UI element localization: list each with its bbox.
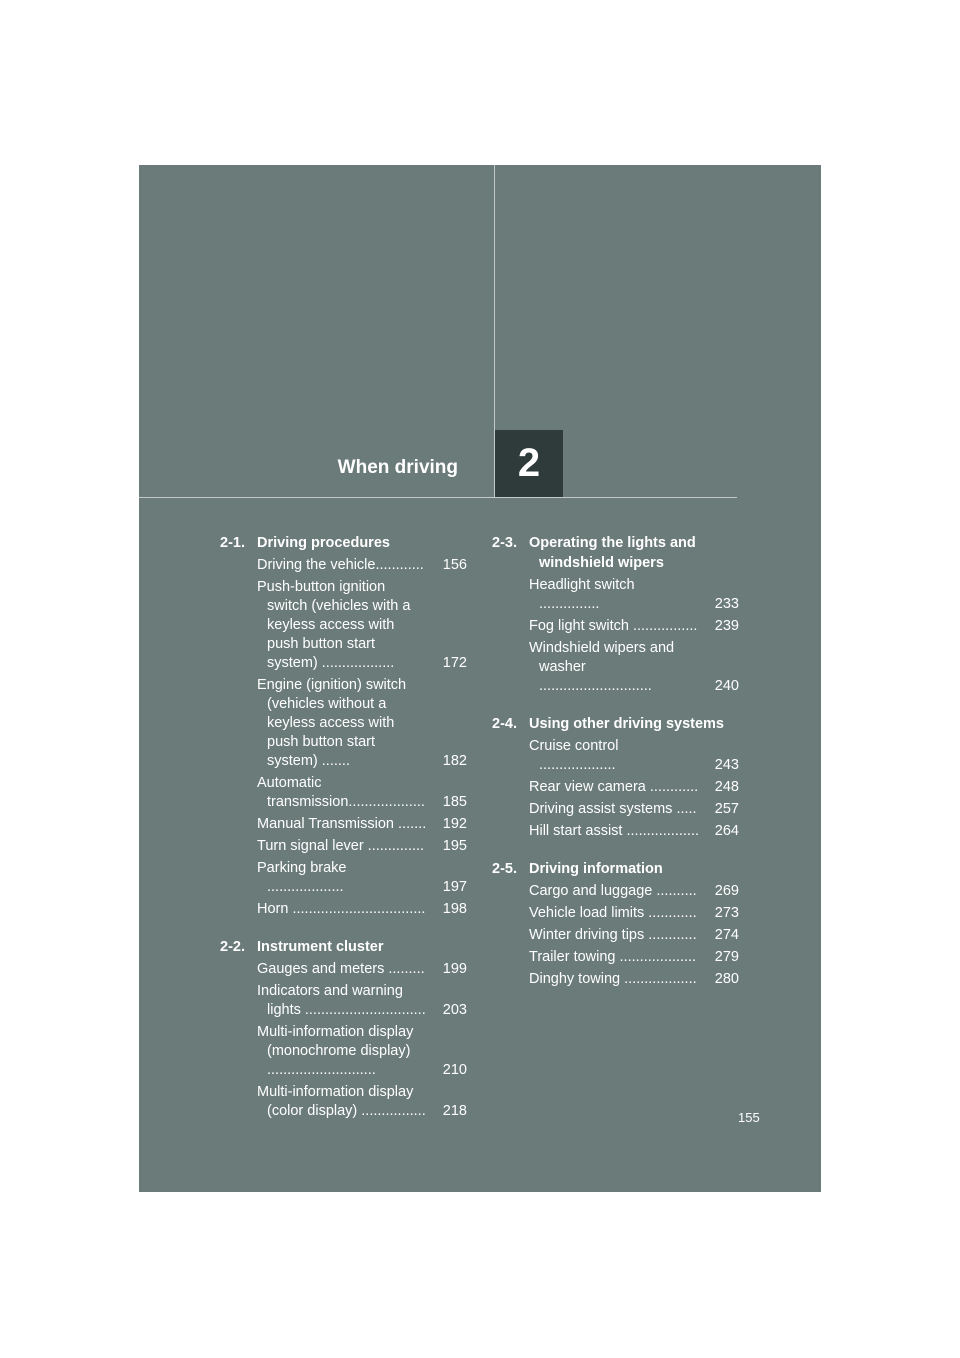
toc-entry-page: 233: [714, 596, 739, 612]
toc-entry[interactable]: [257, 578, 467, 673]
toc-entry-page: 280: [714, 971, 739, 987]
toc-entry-text: Trailer towing ...................: [529, 949, 697, 965]
toc-entry-page: 199: [442, 961, 467, 977]
section-heading: [220, 937, 467, 957]
section-title: Instrument cluster: [257, 939, 384, 955]
toc-entry-text: Headlight switch ...............: [529, 577, 635, 612]
toc-entry-page: 269: [714, 883, 739, 899]
toc-entry-text: Horn .................................: [257, 901, 426, 917]
page-number: 155: [738, 1110, 760, 1125]
toc-entry-page: 195: [442, 838, 467, 854]
toc-entry[interactable]: [257, 960, 467, 979]
toc-entry[interactable]: [529, 737, 739, 775]
toc-entry[interactable]: [257, 859, 467, 897]
toc-entry-text: Rear view camera ............: [529, 779, 699, 795]
toc-entry-text: Multi-information display (color display) ................: [257, 1084, 426, 1119]
toc-entry-text: Automatic transmission...................: [257, 775, 425, 810]
toc-entry-page: 257: [714, 801, 739, 817]
toc-entry-text: Indicators and warning lights ..............................: [257, 983, 426, 1018]
toc-entry[interactable]: [529, 970, 739, 989]
toc-entry[interactable]: [529, 778, 739, 797]
toc-entry[interactable]: [529, 948, 739, 967]
toc-entry-page: 172: [442, 655, 467, 671]
toc-entry[interactable]: [257, 900, 467, 919]
toc-entry-page: 210: [442, 1062, 467, 1078]
toc-entry[interactable]: [529, 617, 739, 636]
toc-entry[interactable]: [529, 904, 739, 923]
toc-entry[interactable]: [257, 556, 467, 575]
toc-entry-page: 185: [442, 794, 467, 810]
section-number: 2-5.: [492, 861, 517, 877]
toc-entry[interactable]: [529, 882, 739, 901]
toc-entry-text: Push-button ignition switch (vehicles with a keyless access with push button start system) ..................: [257, 579, 411, 671]
toc-entry[interactable]: [257, 837, 467, 856]
toc-entry-text: Dinghy towing ..................: [529, 971, 697, 987]
chapter-number-box: [495, 430, 563, 497]
toc-entry-page: 182: [442, 753, 467, 769]
toc-entry-text: Hill start assist ..................: [529, 823, 699, 839]
section-title: Operating the lights and windshield wipers: [529, 535, 696, 571]
toc-entry-page: 197: [442, 879, 467, 895]
toc-section: [492, 714, 739, 841]
toc-entry-text: Manual Transmission .......: [257, 816, 427, 832]
section-title: Driving information: [529, 861, 663, 877]
toc-entry[interactable]: [257, 1023, 467, 1080]
toc-entry-text: Cargo and luggage ..........: [529, 883, 697, 899]
section-heading: [220, 533, 467, 553]
toc-section: [220, 937, 467, 1121]
toc-entry-text: Vehicle load limits ............: [529, 905, 697, 921]
chapter-number: 2: [517, 441, 541, 485]
toc-entry[interactable]: [257, 676, 467, 771]
toc-entry-text: Cruise control ...................: [529, 738, 619, 773]
toc-entry-text: Driving assist systems .....: [529, 801, 697, 817]
toc-entry-page: 248: [714, 779, 739, 795]
toc-entry-page: 156: [442, 557, 467, 573]
section-number: 2-4.: [492, 716, 517, 732]
toc-entry-page: 274: [714, 927, 739, 943]
toc-entry-page: 273: [714, 905, 739, 921]
section-heading: [492, 533, 739, 573]
toc-entry[interactable]: [257, 774, 467, 812]
toc-entry-text: Fog light switch ................: [529, 618, 698, 634]
section-heading: [492, 859, 739, 879]
toc-entry[interactable]: [529, 576, 739, 614]
toc-section: [492, 533, 739, 696]
toc-entry[interactable]: [257, 1083, 467, 1121]
toc-entry[interactable]: [257, 815, 467, 834]
toc-entry-text: Winter driving tips ............: [529, 927, 697, 943]
chapter-title: When driving: [337, 457, 458, 478]
section-number: 2-1.: [220, 535, 245, 551]
toc-entry[interactable]: [529, 926, 739, 945]
toc-entry-text: Windshield wipers and washer ............................: [529, 640, 675, 694]
toc-entry-text: Gauges and meters .........: [257, 961, 425, 977]
toc-entry[interactable]: [529, 639, 739, 696]
toc-entry-page: 243: [714, 757, 739, 773]
toc-entry[interactable]: [529, 822, 739, 841]
toc-entry[interactable]: [257, 982, 467, 1020]
section-heading: [492, 714, 739, 734]
section-title: Driving procedures: [257, 535, 390, 551]
toc-entry-page: 240: [714, 678, 739, 694]
section-number: 2-2.: [220, 939, 245, 955]
toc-column-left: [220, 533, 467, 1139]
toc-entry-page: 279: [714, 949, 739, 965]
toc-entry-page: 239: [714, 618, 739, 634]
section-number: 2-3.: [492, 535, 517, 551]
toc-entry-text: Engine (ignition) switch (vehicles without a keyless access with push button start system) .......: [257, 677, 407, 769]
toc-section: [220, 533, 467, 919]
toc-entry-page: 203: [442, 1002, 467, 1018]
toc-section: [492, 859, 739, 989]
toc-entry-page: 264: [714, 823, 739, 839]
section-title: Using other driving systems: [529, 716, 724, 732]
toc-entry-page: 218: [442, 1103, 467, 1119]
toc-entry-page: 198: [442, 901, 467, 917]
toc-column-right: [492, 533, 739, 1007]
toc-entry-text: Driving the vehicle............: [257, 557, 424, 573]
toc-entry[interactable]: [529, 800, 739, 819]
toc-entry-text: Multi-information display (monochrome display) ...........................: [257, 1024, 414, 1078]
horizontal-divider: [139, 497, 737, 498]
toc-entry-page: 192: [442, 816, 467, 832]
toc-entry-text: Parking brake ...................: [257, 860, 347, 895]
toc-entry-text: Turn signal lever ..............: [257, 838, 425, 854]
